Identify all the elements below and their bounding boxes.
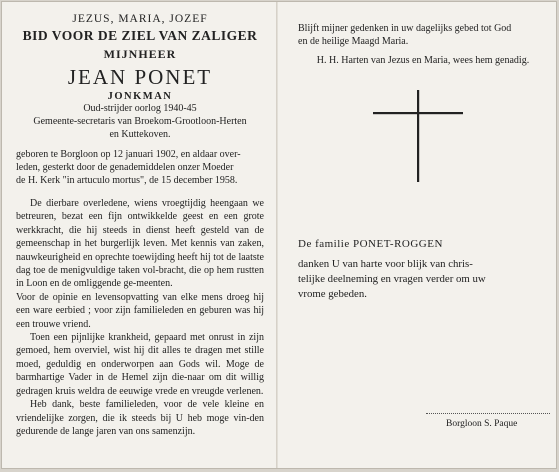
- prayer-line: Blijft mijner gedenken in uw dagelijks gebed tot God: [298, 23, 512, 34]
- biography-paragraph: Toen een pijnlijke krankheid, gepaard met onrust in zijn gemoed, hem overviel, wist hij dit alles te dragen met stille moed, geduldig en onderworpen aan Gods wil. Moge de barmhartige Vader in de Hemel zijn die-naar om dit willig gedragen kruis weldra de eeuwige vrede en vreugde verlenen.: [16, 332, 264, 397]
- role-line: Oud-strijder oorlog 1940-45: [83, 103, 197, 114]
- life-line: de H. Kerk "in artuculo mortus", de 15 december 1958.: [16, 175, 238, 186]
- honorific: MIJNHEER: [103, 47, 177, 61]
- hearts-line: H. H. Harten van Jezus en Maria, wees hem genadig.: [316, 55, 530, 66]
- memorial-card: [1, 1, 557, 469]
- dotted-divider: [426, 413, 550, 414]
- family-thanks: [298, 238, 548, 302]
- prayer-request: BID VOOR DE ZIEL VAN ZALIGER: [22, 28, 258, 43]
- life-line: leden, gesterkt door de genademiddelen onzer Moeder: [16, 162, 234, 173]
- status-title: JONKMAN: [107, 91, 173, 102]
- biography: [16, 197, 264, 438]
- cross-icon: [373, 90, 463, 182]
- invocation: JEZUS, MARIA, JOZEF: [72, 13, 208, 25]
- right-panel: [278, 2, 558, 468]
- thanks-line: telijke deelneming en vragen verder om uw: [298, 273, 486, 285]
- role-line: en Kuttekoven.: [109, 129, 171, 140]
- printer-credit: Borgloon S. Paque: [446, 419, 518, 429]
- thanks-line: danken U van harte voor blijk van chris-: [298, 258, 473, 270]
- prayer-line: en de heilige Maagd Maria.: [298, 36, 409, 47]
- family-name: PONET-ROGGEN: [352, 238, 443, 250]
- family-prefix: De familie: [298, 238, 350, 250]
- thanks-text: [298, 257, 548, 302]
- family-heading: [298, 238, 548, 250]
- role-line: Gemeente-secretaris van Broekom-Grootloon-Herten: [33, 116, 247, 127]
- biography-paragraph: Heb dank, beste familieleden, voor de vele kleine en vriendelijke zorgen, die ik steeds bij U heb moge vin-den gedurende de lange jaren van ons samenzijn.: [16, 399, 264, 437]
- life-dates: [16, 148, 264, 187]
- deceased-name: JEAN PONET: [67, 65, 213, 89]
- left-panel: [2, 2, 276, 468]
- biography-paragraph: De dierbare overledene, wiens vroegtijdig heengaan we betreuren, bezat een fijn ontwikkelde geest en een grote werkkracht, die hij steeds in dienst heeft gesteld van de gemeenschap in het burgerlijk leven. Met kennis van zaken, nauwkeurigheid en oprechte toewijding heeft hij tot de laatste dag toe de menigvuldige taken vol-bracht, die op hem rustten in Loon en de omliggende ge-meenten.: [16, 198, 264, 290]
- biography-paragraph: Voor de opinie en levensopvatting van elke mens droeg hij een ware eerbied ; voor zijn familieleden en geburen was hij een trouwe vriend.: [16, 291, 264, 330]
- life-line: geboren te Borgloon op 12 januari 1902, en aldaar over-: [16, 149, 241, 160]
- thanks-line: vrome gebeden.: [298, 288, 367, 300]
